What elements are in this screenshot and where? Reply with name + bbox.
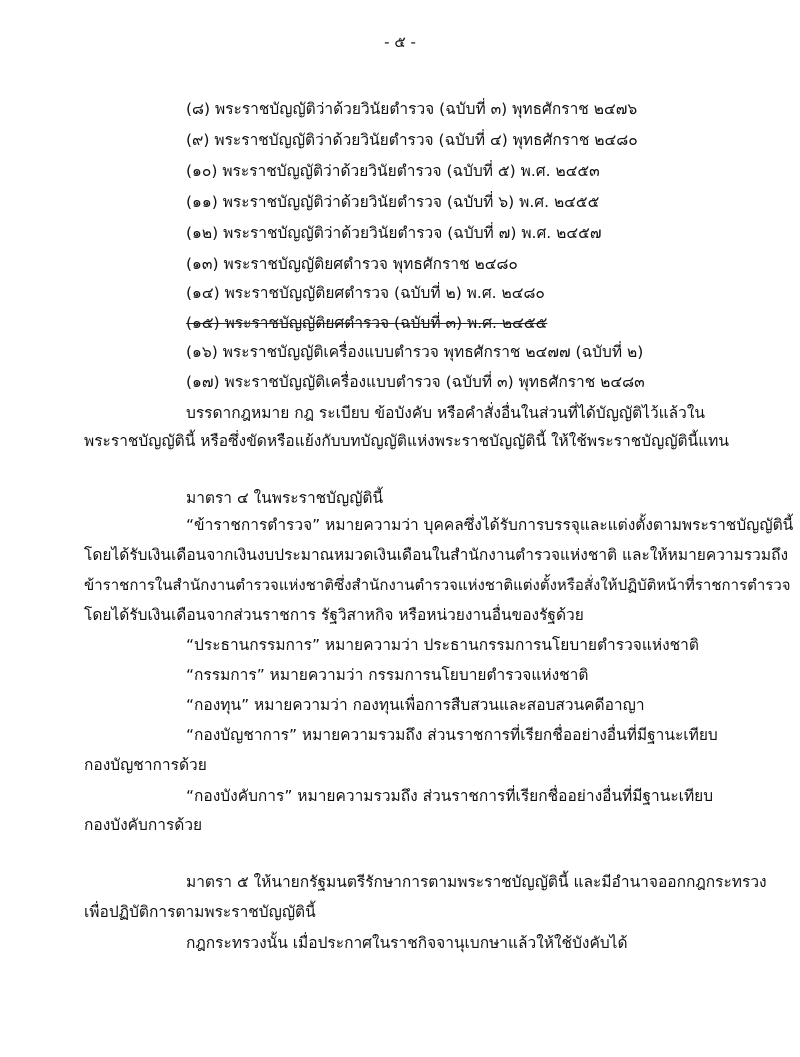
paragraph-line: พระราชบัญญัตินี้ หรือซึ่งขัดหรือแย้งกับบทบัญญัติแห่งพระราชบัญญัตินี้ ให้ใช้พระราชบัญญัตินี้แทน [84,432,729,450]
paragraph-line: บรรดากฎหมาย กฎ ระเบียบ ข้อบังคับ หรือคำสั่งอื่นในส่วนที่ได้บัญญัติไว้แล้วใน [186,404,706,422]
definition-line: “กองบัญชาการ” หมายความรวมถึง ส่วนราชการที่เรียกชื่ออย่างอื่นที่มีฐานะเทียบ [186,726,718,744]
definition-line: โดยได้รับเงินเดือนจากส่วนราชการ รัฐวิสาหกิจ หรือหน่วยงานอื่นของรัฐด้วย [84,606,584,624]
definition-line: โดยได้รับเงินเดือนจากเงินงบประมาณหมวดเงินเดือนในสำนักงานตำรวจแห่งชาติ และให้หมายความรวมถึง [84,546,789,564]
paragraph-line: กฎกระทรวงนั้น เมื่อประกาศในราชกิจจานุเบกษาแล้วให้ใช้บังคับได้ [186,934,628,952]
paragraph-line: มาตรา ๕ ให้นายกรัฐมนตรีรักษาการตามพระราชบัญญัตินี้ และมีอำนาจออกกฎกระทรวง [186,873,767,891]
definition-line: กองบังคับการด้วย [84,816,203,834]
definition-line: “ประธานกรรมการ” หมายความว่า ประธานกรรมการนโยบายตำรวจแห่งชาติ [186,636,699,654]
list-item: (๙) พระราชบัญญัติว่าด้วยวินัยตำรวจ (ฉบับที่ ๔) พุทธศักราช ๒๔๘๐ [186,131,638,149]
definition-line: “ข้าราชการตำรวจ” หมายความว่า บุคคลซึ่งได้รับการบรรจุและแต่งตั้งตามพระราชบัญญัตินี้ [186,516,794,534]
section-heading: มาตรา ๔ ในพระราชบัญญัตินี้ [186,489,384,507]
list-item: (๑๗) พระราชบัญญัติเครื่องแบบตำรวจ (ฉบับที่ ๓) พุทธศักราช ๒๔๘๓ [186,373,645,391]
list-item: (๑๒) พระราชบัญญัติว่าด้วยวินัยตำรวจ (ฉบับที่ ๗) พ.ศ. ๒๔๕๗ [186,224,602,242]
list-item: (๑๑) พระราชบัญญัติว่าด้วยวินัยตำรวจ (ฉบับที่ ๖) พ.ศ. ๒๔๕๕ [186,193,600,211]
list-item-struck: (๑๕) พระราชบัญญัติยศตำรวจ (ฉบับที่ ๓) พ.ศ. ๒๔๕๕ [186,314,548,332]
definition-line: กองบัญชาการด้วย [84,756,207,774]
definition-line: ข้าราชการในสำนักงานตำรวจแห่งชาติซึ่งสำนักงานตำรวจแห่งชาติแต่งตั้งหรือสั่งให้ปฏิบัติหน้าที่ราชการตำรวจ [84,576,791,594]
paragraph-line: เพื่อปฏิบัติการตามพระราชบัญญัตินี้ [84,903,316,921]
list-item: (๘) พระราชบัญญัติว่าด้วยวินัยตำรวจ (ฉบับที่ ๓) พุทธศักราช ๒๔๗๖ [186,100,638,118]
definition-line: “กองบังคับการ” หมายความรวมถึง ส่วนราชการที่เรียกชื่ออย่างอื่นที่มีฐานะเทียบ [186,787,714,805]
definition-line: “กองทุน” หมายความว่า กองทุนเพื่อการสืบสวนและสอบสวนคดีอาญา [186,696,645,714]
page-number: - ๕ - [384,33,416,51]
list-item: (๑๐) พระราชบัญญัติว่าด้วยวินัยตำรวจ (ฉบับที่ ๕) พ.ศ. ๒๔๕๓ [186,162,600,180]
definition-line: “กรรมการ” หมายความว่า กรรมการนโยบายตำรวจแห่งชาติ [186,666,589,684]
list-item: (๑๔) พระราชบัญญัติยศตำรวจ (ฉบับที่ ๒) พ.ศ. ๒๔๘๐ [186,284,545,302]
list-item: (๑๓) พระราชบัญญัติยศตำรวจ พุทธศักราช ๒๔๘๐ [186,255,518,273]
list-item: (๑๖) พระราชบัญญัติเครื่องแบบตำรวจ พุทธศักราช ๒๔๗๗ (ฉบับที่ ๒) [186,343,644,361]
